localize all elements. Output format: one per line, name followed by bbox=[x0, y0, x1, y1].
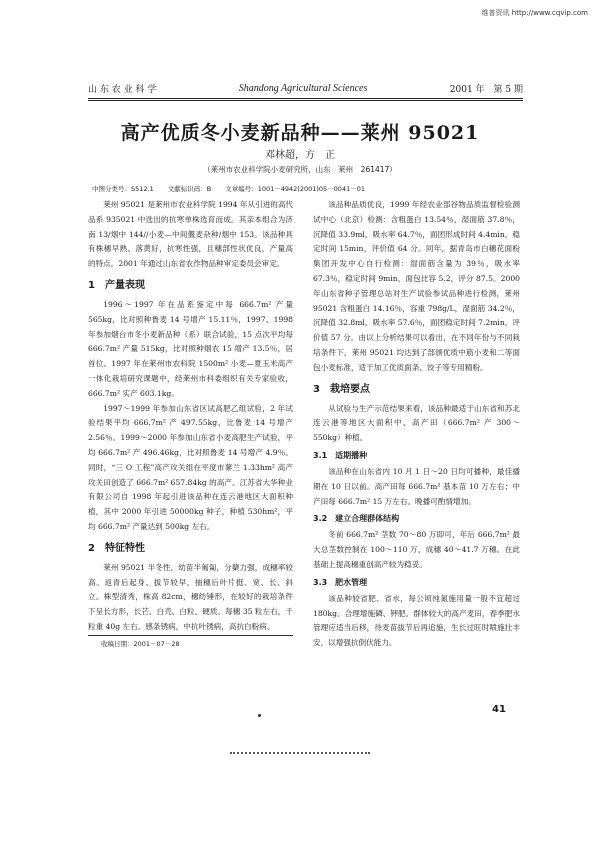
source-stamp: 维普资讯 http://www.cqvip.com bbox=[481, 9, 588, 17]
affiliation: （莱州市农业科学院小麦研究所，山东 莱州 261417） bbox=[203, 165, 397, 174]
header-rule bbox=[88, 100, 523, 101]
paragraph: 1997～1999 年参加山东省区试高肥乙组试验，2 年试验结果平均 666.7m² 产 497.55kg，比鲁麦 14 号增产 2.56％。1999～2000 年参加山东省小麦高肥生产试验，平均 666.7m² 产 496.46kg，比对照鲁麦 14 号增产 4.9％。同时，“三 O 工程”高产攻关组在平度市蓼兰 1.33hm² 高产攻关田创造了 666.7m² 657.84kg 的高产。江苏省大华种业有限公司自 1998 年起引进该品种在连云港地区大面积种植，其中 2000 年引进 50000kg 种子，种植 530hm²，平均 666.7m² 产量达到 500kg 左右。 bbox=[88, 403, 293, 531]
subsection-heading: 3.2 建立合理群体结构 bbox=[313, 514, 400, 524]
intro-paragraph: 莱州 95021 是莱州市农业科学院 1994 年从引进的高代品系 935021 中选出的抗寒单株选育而成。其亲本组合为济南 13/烟中 144//小麦—中间偃麦杂种/烟中 153。该品种具有株穗早熟、落黄好，抗寒性强，且穗部性状优良，产量高的特点。2001 年通过山东省农作物品种审定委员会审定。 bbox=[88, 200, 294, 269]
paragraph: 该品种较省肥、省水，每公顷纯氮施用量一般不宜超过 180kg。合理增施磷、钾肥。群体较大的高产麦田，春季肥水管理应适当后移，待麦苗拔节后再追施，生长过旺时喷施壮丰安，以增强抗倒伏能力。 bbox=[313, 593, 520, 648]
section-heading-yield: 1 产量表现 bbox=[88, 279, 145, 291]
author-line: 邓林超，方 正 bbox=[265, 150, 335, 161]
subsection-heading: 3.1 适期播种 bbox=[313, 450, 368, 460]
issue-info: 2001 年 第 5 期 bbox=[449, 84, 523, 95]
footer-rule bbox=[230, 752, 370, 754]
received-date: 收稿日期：2001－07－28 bbox=[88, 635, 293, 649]
clc-number: 中图分类号：S512.1 bbox=[92, 185, 154, 193]
paragraph: 从试验与生产示范结果来看，该品种最适于山东省和苏北连云港等地区大面积中、高产田（666.7m² 产 300～550kg）种植。 bbox=[313, 403, 520, 443]
page-number: 41 bbox=[492, 704, 506, 715]
scan-mark bbox=[258, 714, 261, 717]
right-column bbox=[313, 198, 520, 651]
article-meta bbox=[92, 184, 522, 193]
article-title: 高产优质冬小麦新品种——莱州 95021 bbox=[120, 122, 480, 144]
paragraph: 莱州 95021 半冬性，幼苗半匍匐，分蘖力强，成穗率较高。返青后起身、拔节较早，抽穗后叶片挺、宽、长、斜立。株型清秀，株高 82cm，穗纺锤形，在较好的栽培条件下呈长方形，长芒、白壳、白粒、硬质。每穗 35 粒左右，千粒重 40g 左右。感条锈病，中抗叶锈病，高抗白粉病。 bbox=[88, 562, 293, 631]
paragraph: 1996～1997 年在品系鉴定中每 666.7m² 产量 565kg，比对照种鲁麦 14 号增产 15.11％，1997、1998 年参加烟台市冬小麦新品种（系）联合试验，15 点次平均每 666.7m² 产量 515kg，比对照种烟农 15 增产 13.5％，居首位。1997 年在莱州市农科院 1500m² 小麦—夏玉米高产一体化栽培研究课题中，经莱州市科委组织有关专家验收，666.7m² 实产 603.1kg。 bbox=[88, 299, 293, 398]
section-heading-traits: 2 特征特性 bbox=[88, 542, 145, 554]
left-column bbox=[88, 198, 293, 649]
journal-name-en: Shandong Agricultural Sciences bbox=[238, 82, 368, 94]
section-heading-cultivation: 3 栽培要点 bbox=[313, 383, 370, 395]
subsection-heading: 3.3 肥水管理 bbox=[313, 577, 368, 587]
paragraph: 冬前 666.7m² 茎数 70～80 万即可，年后 666.7m² 最大总茎数控制在 100～110 万，成穗 40～41.7 万穗。在此基础上提高穗重创高产较为稳妥。 bbox=[313, 530, 520, 569]
journal-name-cn: 山 东 农 业 科 学 bbox=[88, 84, 157, 95]
document-code: 文献标识码：B bbox=[167, 185, 212, 193]
article-number: 文章编号：1001－4942(2001)05－0041－01 bbox=[225, 185, 365, 193]
paragraph: 该品种品质优良，1999 年经农业部谷物品质监督检验测试中心（北京）检测：含粗蛋白 13.54％，湿面筋 37.8％，沉降值 33.9ml，吸水率 64.7％，面团形成时间 4.4min，稳定时间 15min，评价值 64 分。同年，据青岛市白穗花面粉集团开发中心自行检测：湿面筋含量为 39％，吸水率 67.3％，稳定时间 9min，面包比容 5.2，评分 87.5。2000 年山东省种子管理总站对生产试验参试品种进行检测，莱州 95021 含粗蛋白 14.16％，容重 798g/L，湿面筋 34.2％，沉降值 32.8ml，吸水率 57.6％，面团稳定时间 7.2min，评价值 57 分。由以上分析结果可以看出，在不同年份与不同栽培条件下，莱州 95021 均达到了部颁优质中筋小麦和二等面包小麦标准，适于加工优质面条、饺子等专用精粉。 bbox=[313, 200, 520, 372]
paragraph: 该品种在山东省内 10 月 1 日～20 日均可播种，最佳播期在 10 日以前。高产田每 666.7m² 基本苗 10 万左右；中产田每 666.7m² 15 万左右。晚播可酌情增加。 bbox=[313, 466, 520, 506]
running-header bbox=[88, 78, 523, 99]
